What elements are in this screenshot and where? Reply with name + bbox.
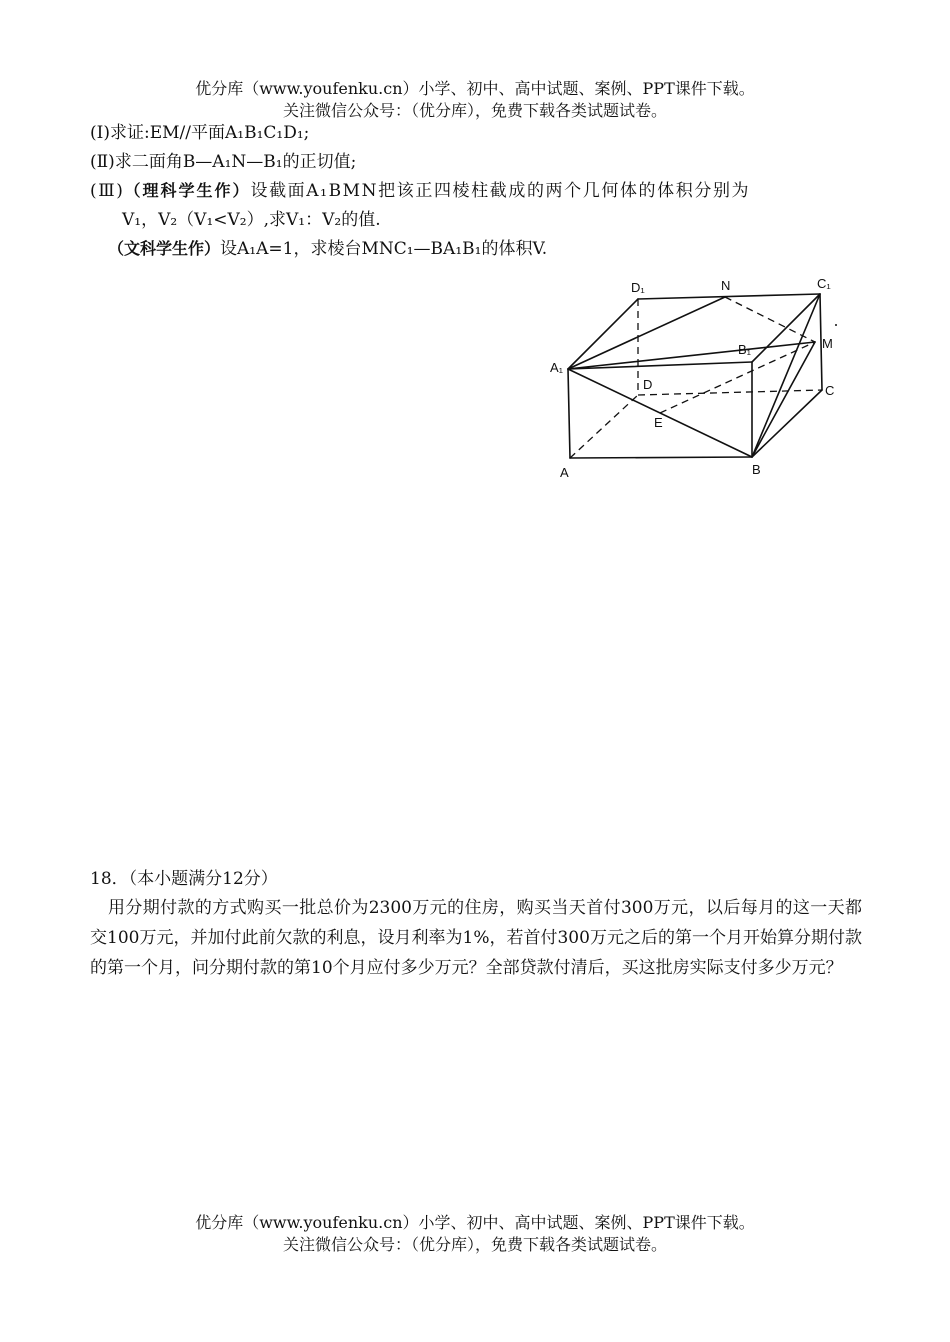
hidden-segment-n-m [725, 297, 815, 342]
q17-part3-text: 设截面A₁BMN把该正四棱柱截成的两个几何体的体积分别为 [250, 181, 751, 201]
page-footer [0, 1212, 950, 1256]
q18-body: 用分期付款的方式购买一批总价为2300万元的住房，购买当天首付300万元，以后每月的这一天都交100万元，并加付此前欠款的利息，设月利率为1%，若首付300万元之后的第一个月开始算分期付款的第一个月，问分期付款的第10个月应付多少万元？全部贷款付清后，买这批房实际支付多少万元？ [90, 898, 862, 978]
header-line-2: 关注微信公众号：（优分库），免费下载各类试题试卷。 [282, 101, 667, 120]
footer-line-1: 优分库（www.youfenku.cn）小学、初中、高中试题、案例、PPT课件下载。 [195, 1213, 755, 1232]
q17-arts-text: 设A₁A=1，求棱台MNC₁—BA₁B₁的体积V. [220, 239, 548, 259]
page-header [0, 78, 950, 122]
q17-part3-line2: V₁，V₂（V₁<V₂）,求V₁：V₂的值. [122, 210, 381, 230]
label-e: E [654, 415, 663, 430]
label-a1: A₁ [550, 360, 564, 375]
hidden-edge-a-d [570, 395, 638, 458]
q17-part1-prefix: (Ⅰ)求证:EM//平面 [90, 123, 225, 143]
label-b: B [752, 462, 761, 477]
segment-b-m [752, 342, 815, 457]
label-a: A [560, 465, 569, 480]
label-d: D [643, 377, 653, 392]
q17-part1-expr: A₁B₁C₁D₁; [224, 123, 310, 143]
edge-a-b [570, 457, 752, 458]
hidden-edge-d-c [638, 390, 822, 395]
prism-figure [545, 272, 845, 487]
stray-dot [835, 324, 837, 326]
label-c: C [825, 383, 835, 398]
edge-d1-c1 [638, 294, 820, 299]
q18-body-block [90, 893, 862, 983]
q18-title: 18．（本小题满分12分） [90, 869, 278, 889]
label-d1: D₁ [631, 280, 645, 295]
q17-part3-label: (Ⅲ) [90, 181, 125, 201]
footer-line-2: 关注微信公众号：（优分库），免费下载各类试题试卷。 [282, 1235, 667, 1254]
segment-a1-n [568, 297, 725, 369]
q17-part3 [90, 178, 750, 204]
label-c1: C₁ [817, 276, 831, 291]
label-n: N [721, 278, 731, 293]
segment-b-c1 [752, 294, 820, 457]
edge-b-c [752, 390, 822, 457]
edge-a1-a [568, 369, 570, 458]
header-line-1: 优分库（www.youfenku.cn）小学、初中、高中试题、案例、PPT课件下载。 [195, 79, 755, 98]
q17-arts [108, 236, 547, 262]
q17-part1 [90, 120, 309, 146]
q17-science-tag: （理科学生作） [124, 181, 251, 200]
label-m: M [822, 336, 833, 351]
label-b1: B₁ [738, 342, 752, 357]
edge-a1-d1 [568, 299, 638, 369]
q17-part2: (Ⅱ)求二面角B—A₁N—B₁的正切值; [90, 152, 357, 172]
q17-arts-tag: （文科学生作） [108, 239, 221, 258]
